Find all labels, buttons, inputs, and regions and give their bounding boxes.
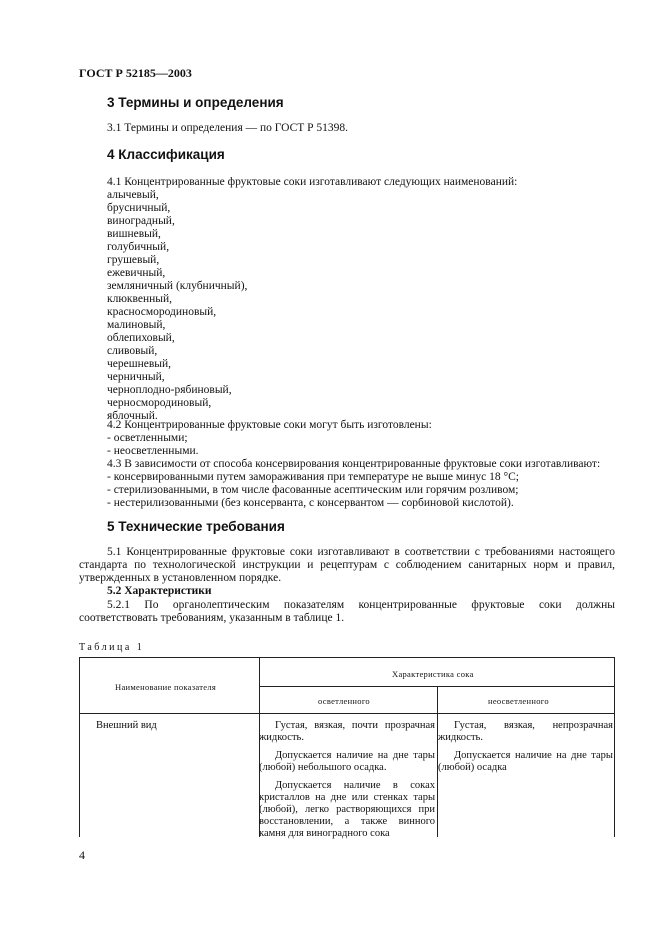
clause-5-2-1: 5.2.1 По органолептическим показателям концентрированные фруктовые соки должны соответствовать требованиям, указанным в таблице 1. [79,599,615,624]
cell-paragraph: Густая, вязкая, непрозрачная жидкость. [438,720,613,743]
table-border-left [79,657,80,837]
clause-5-2-heading: 5.2 Характеристики [107,585,212,597]
clause-4-3: 4.3 В зависимости от способа консервирования концентрированные фруктовые соки изготавливают: [107,458,601,470]
list-item: ежевичный, [107,267,166,279]
table-cell-indicator: Внешний вид [96,720,157,731]
list-item: голубичный, [107,241,170,253]
table-header-clarified: осветленного [318,696,370,706]
list-item: сливовый, [107,345,158,357]
list-item: земляничный (клубничный), [107,280,248,292]
table-header-group: Характеристика сока [392,669,474,679]
clause-5-1: 5.1 Концентрированные фруктовые соки изготавливают в соответствии с требованиями настоящего стандарта по технологической инструкции и рецептурам с соблюдением санитарных норм и правил, утвержденных в установленном порядке. [79,546,615,584]
forms-list [107,432,199,458]
list-item: брусничный, [107,202,171,214]
list-item: черешневый, [107,358,172,370]
clause-3-1: 3.1 Термины и определения — по ГОСТ Р 51398. [107,122,349,134]
table-cell-clarified [259,720,435,846]
list-item: - неосветленными. [107,445,199,457]
list-item: клюквенный, [107,293,173,305]
table-border-top [79,657,615,658]
methods-list [107,471,519,510]
clause-4-2: 4.2 Концентрированные фруктовые соки могут быть изготовлены: [107,419,432,431]
cell-paragraph: Допускается наличие в соках кристаллов на дне или стенках тары (любой), легко растворяющихся при восстановлении, а также винного камня для виноградного сока [259,780,435,839]
table-header-unclarified: неосветленного [488,696,549,706]
table-rule-header-bottom [79,713,615,714]
table-header-indicator: Наименование показателя [115,682,217,692]
table-caption: Таблица 1 [79,642,145,653]
list-item: черничный, [107,371,165,383]
section-4-heading: 4 Классификация [107,147,225,162]
list-item: малиновый, [107,319,166,331]
cell-paragraph: Густая, вязкая, почти прозрачная жидкость. [259,720,435,743]
list-item: яблочный. [107,410,158,422]
list-item: облепиховый, [107,332,175,344]
list-item: вишневый, [107,228,161,240]
list-item: - консервированными путем замораживания при температуре не выше минус 18 °С; [107,471,519,483]
cell-paragraph: Допускается наличие на дне тары (любой) осадка [438,750,613,773]
list-item: - нестерилизованными (без консерванта, с консервантом — сорбиновой кислотой). [107,497,514,509]
list-item: алычевый, [107,189,159,201]
list-item: виноградный, [107,215,175,227]
juice-list [107,189,247,423]
list-item: - осветленными; [107,432,188,444]
list-item: грушевый, [107,254,160,266]
table-border-right [614,657,615,837]
standard-code: ГОСТ Р 52185—2003 [79,66,192,80]
clause-4-1: 4.1 Концентрированные фруктовые соки изготавливают следующих наименований: [107,176,518,188]
list-item: черносмородиновый, [107,397,212,409]
page-number: 4 [79,848,85,862]
cell-paragraph: Допускается наличие на дне тары (любой) небольшого осадка. [259,750,435,773]
table-cell-unclarified [438,720,613,780]
list-item: - стерилизованными, в том числе фасованные асептическим или горячим розливом; [107,484,519,496]
section-3-heading: 3 Термины и определения [107,95,284,110]
section-5-heading: 5 Технические требования [107,519,285,534]
list-item: черноплодно-рябиновый, [107,384,232,396]
list-item: красносмородиновый, [107,306,217,318]
